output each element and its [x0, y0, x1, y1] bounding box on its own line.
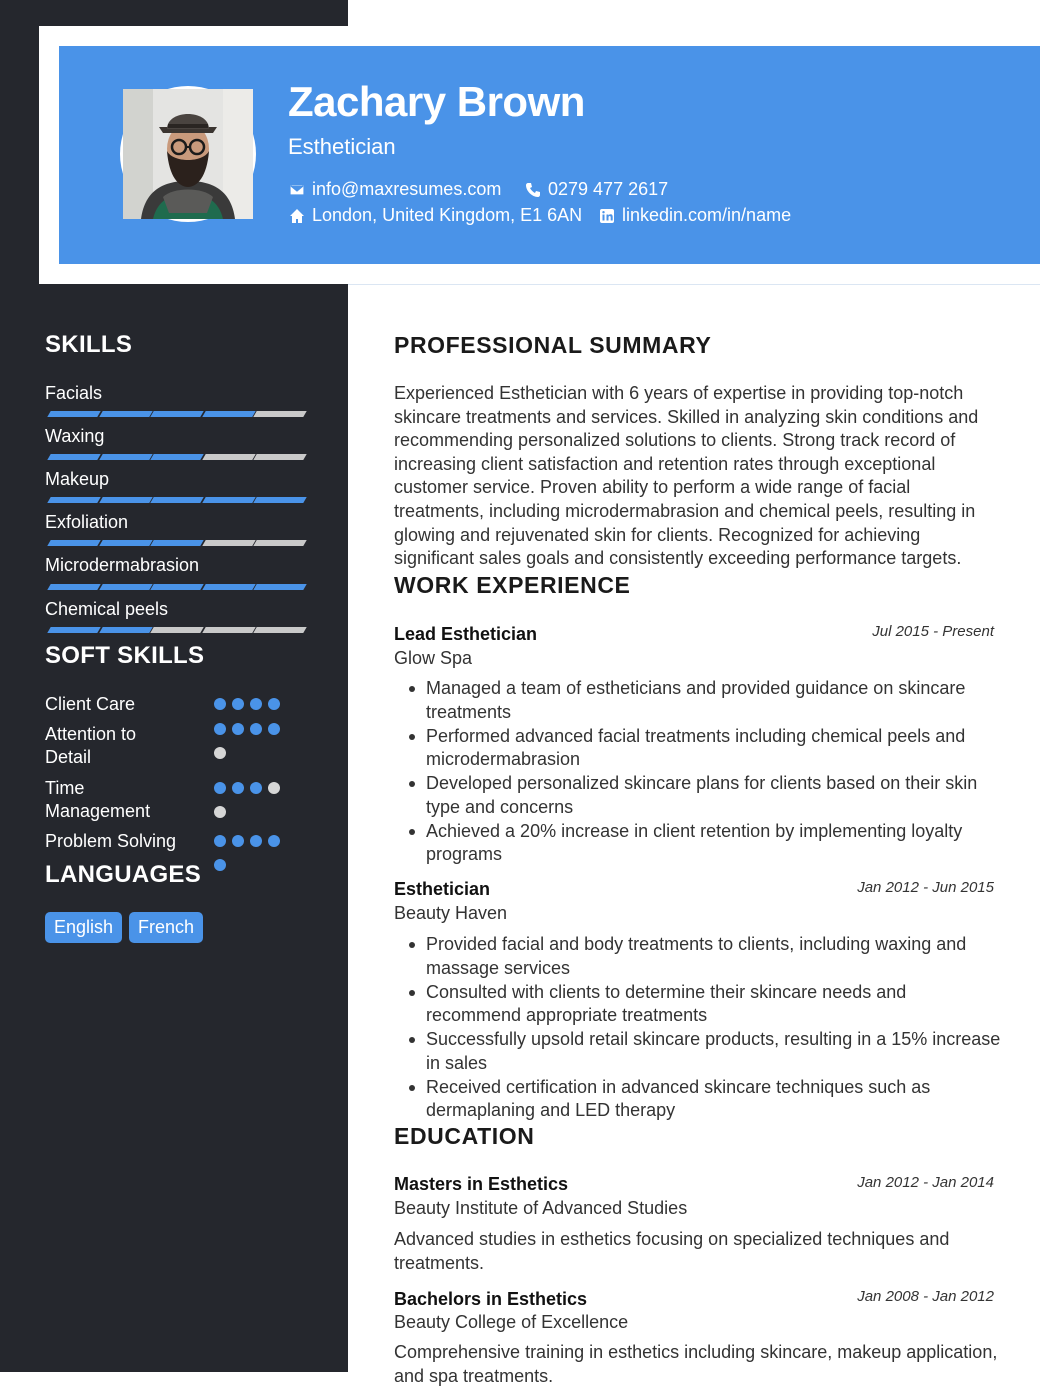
- avatar-photo: [123, 89, 253, 219]
- school-name: Beauty College of Excellence: [394, 1312, 629, 1332]
- degree-description: Advanced studies in esthetics focusing on specialized techniques and treatments.: [394, 1229, 950, 1273]
- skill-level-segment: [253, 584, 306, 590]
- soft-skill-name: Problem Solving: [45, 831, 177, 851]
- soft-skill-dot: [214, 723, 226, 735]
- job-title: Esthetician: [394, 879, 491, 899]
- job-title: Lead Esthetician: [394, 624, 538, 644]
- soft-skill-dot: [232, 782, 244, 794]
- job-company: Glow Spa: [394, 648, 473, 668]
- soft-skill-dot: [250, 835, 262, 847]
- skill-level-segment: [150, 540, 203, 546]
- skill-level-segment: [202, 584, 255, 590]
- envelope-icon: [288, 181, 306, 199]
- job-bullets: [426, 677, 1004, 867]
- skill-name: Waxing: [45, 426, 105, 446]
- linkedin-text[interactable]: linkedin.com/in/name: [622, 205, 792, 225]
- skill-level-segment: [202, 497, 255, 503]
- job-bullet: Developed personalized skincare plans for clients based on their skin type and concerns: [426, 772, 1004, 819]
- skill-level-segment: [99, 627, 152, 633]
- soft-skill-dot: [250, 698, 262, 710]
- soft-skill-name: Client Care: [45, 694, 136, 714]
- linkedin-icon: [598, 207, 616, 225]
- skill-name: Exfoliation: [45, 512, 129, 532]
- degree-description: Comprehensive training in esthetics including skincare, makeup application, and spa treatments.: [394, 1342, 998, 1386]
- soft-skill-name: Attention to Detail: [45, 724, 137, 767]
- skill-level-segment: [47, 454, 100, 460]
- degree-title: Bachelors in Esthetics: [394, 1289, 588, 1309]
- skill-level-segment: [47, 584, 100, 590]
- job-bullet: Successfully upsold retail skincare products, resulting in a 15% increase in sales: [426, 1028, 1004, 1075]
- phone-icon: [524, 181, 542, 199]
- skill-level-segment: [253, 540, 306, 546]
- soft-skill-dot: [214, 782, 226, 794]
- soft-skill-dot: [268, 835, 280, 847]
- soft-skill-dot: [268, 723, 280, 735]
- degree-title: Masters in Esthetics: [394, 1174, 569, 1194]
- job-bullet: Consulted with clients to determine their skincare needs and recommend appropriate treatments: [426, 981, 1004, 1028]
- experience-title: WORK EXPERIENCE: [394, 572, 631, 598]
- job-bullet: Managed a team of estheticians and provided guidance on skincare treatments: [426, 677, 1004, 724]
- location-text: London, United Kingdom, E1 6AN: [312, 205, 583, 225]
- degree-dates: Jan 2008 - Jan 2012: [857, 1288, 994, 1305]
- skill-level-segment: [99, 497, 152, 503]
- skill-level-bar: [45, 584, 303, 590]
- home-icon: [288, 207, 306, 225]
- skill-level-segment: [202, 627, 255, 633]
- skill-name: Facials: [45, 383, 103, 403]
- skill-level-segment: [47, 497, 100, 503]
- skill-level-bar: [45, 627, 303, 633]
- soft-skill-dot: [268, 782, 280, 794]
- skill-level-segment: [47, 627, 100, 633]
- candidate-role: Esthetician: [288, 134, 396, 159]
- soft-skill-dot: [214, 859, 226, 871]
- skill-name: Microdermabrasion: [45, 555, 200, 575]
- skill-level-segment: [150, 497, 203, 503]
- contact-phone[interactable]: [524, 179, 668, 200]
- skill-level-segment: [150, 454, 203, 460]
- skill-level-bar: [45, 540, 303, 546]
- summary-title: PROFESSIONAL SUMMARY: [394, 332, 712, 358]
- soft-skill-dot: [250, 782, 262, 794]
- job-company: Beauty Haven: [394, 903, 508, 923]
- language-badge: English: [45, 912, 122, 943]
- job-dates: Jan 2012 - Jun 2015: [857, 879, 994, 896]
- languages-title: LANGUAGES: [45, 861, 202, 888]
- skill-level-segment: [99, 584, 152, 590]
- skill-level-segment: [253, 627, 306, 633]
- skill-level-segment: [202, 411, 255, 417]
- skills-title: SKILLS: [45, 331, 133, 358]
- job-bullet: Performed advanced facial treatments including chemical peels and microdermabrasion: [426, 725, 1004, 772]
- soft-skill-dot: [214, 698, 226, 710]
- job-dates: Jul 2015 - Present: [872, 623, 994, 640]
- soft-skill-dot: [232, 723, 244, 735]
- soft-skill-dot: [232, 835, 244, 847]
- skill-name: Chemical peels: [45, 599, 169, 619]
- skill-level-segment: [150, 584, 203, 590]
- soft-skill-dot: [250, 723, 262, 735]
- skill-level-segment: [99, 540, 152, 546]
- skill-level-segment: [253, 411, 306, 417]
- skill-level-segment: [202, 454, 255, 460]
- skill-level-bar: [45, 497, 303, 503]
- skill-level-segment: [202, 540, 255, 546]
- email-text[interactable]: info@maxresumes.com: [312, 179, 502, 199]
- job-bullets: [426, 933, 1004, 1123]
- job-bullet: Achieved a 20% increase in client retention by implementing loyalty programs: [426, 820, 1004, 867]
- soft-skill-dot: [214, 835, 226, 847]
- school-name: Beauty Institute of Advanced Studies: [394, 1198, 688, 1218]
- header-divider: [348, 284, 1040, 285]
- soft-skill-dot: [214, 806, 226, 818]
- language-badge: French: [129, 912, 203, 943]
- soft-skill-dot: [232, 698, 244, 710]
- summary-text: Experienced Esthetician with 6 years of expertise in providing top-notch skincare treatments and services. Skilled in analyzing skin conditions and recommending personalized solutions to clients. Strong track record of increasing client satisfaction and retention rates through exceptional customer service. Proven ability to perform a wide range of facial treatments, including microdermabrasion and chemical peels, resulting in glowing and rejuvenated skin for clients. Recognized for achieving significant sales goals and consistently exceeding performance targets.: [394, 383, 979, 569]
- skill-level-segment: [99, 411, 152, 417]
- skill-name: Makeup: [45, 469, 110, 489]
- education-title: EDUCATION: [394, 1123, 535, 1149]
- phone-text[interactable]: 0279 477 2617: [548, 179, 669, 199]
- skill-level-segment: [150, 627, 203, 633]
- soft-skill-dot: [214, 747, 226, 759]
- skill-level-bar: [45, 411, 303, 417]
- skill-level-segment: [150, 411, 203, 417]
- contact-location: [288, 205, 582, 226]
- avatar: [120, 86, 256, 222]
- soft-skills-title: SOFT SKILLS: [45, 642, 205, 669]
- skill-level-segment: [253, 454, 306, 460]
- degree-dates: Jan 2012 - Jan 2014: [857, 1174, 994, 1191]
- job-bullet: Provided facial and body treatments to clients, including waxing and massage services: [426, 933, 1004, 980]
- soft-skill-name: Time Management: [45, 778, 151, 821]
- contact-email[interactable]: [288, 179, 501, 200]
- skill-level-bar: [45, 454, 303, 460]
- skill-level-segment: [253, 497, 306, 503]
- skill-level-segment: [47, 411, 100, 417]
- soft-skill-dot: [268, 698, 280, 710]
- skill-level-segment: [47, 540, 100, 546]
- job-bullet: Received certification in advanced skincare techniques such as dermaplaning and LED therapy: [426, 1076, 1004, 1123]
- skill-level-segment: [99, 454, 152, 460]
- candidate-name: Zachary Brown: [288, 78, 585, 125]
- contact-linkedin[interactable]: [598, 205, 791, 226]
